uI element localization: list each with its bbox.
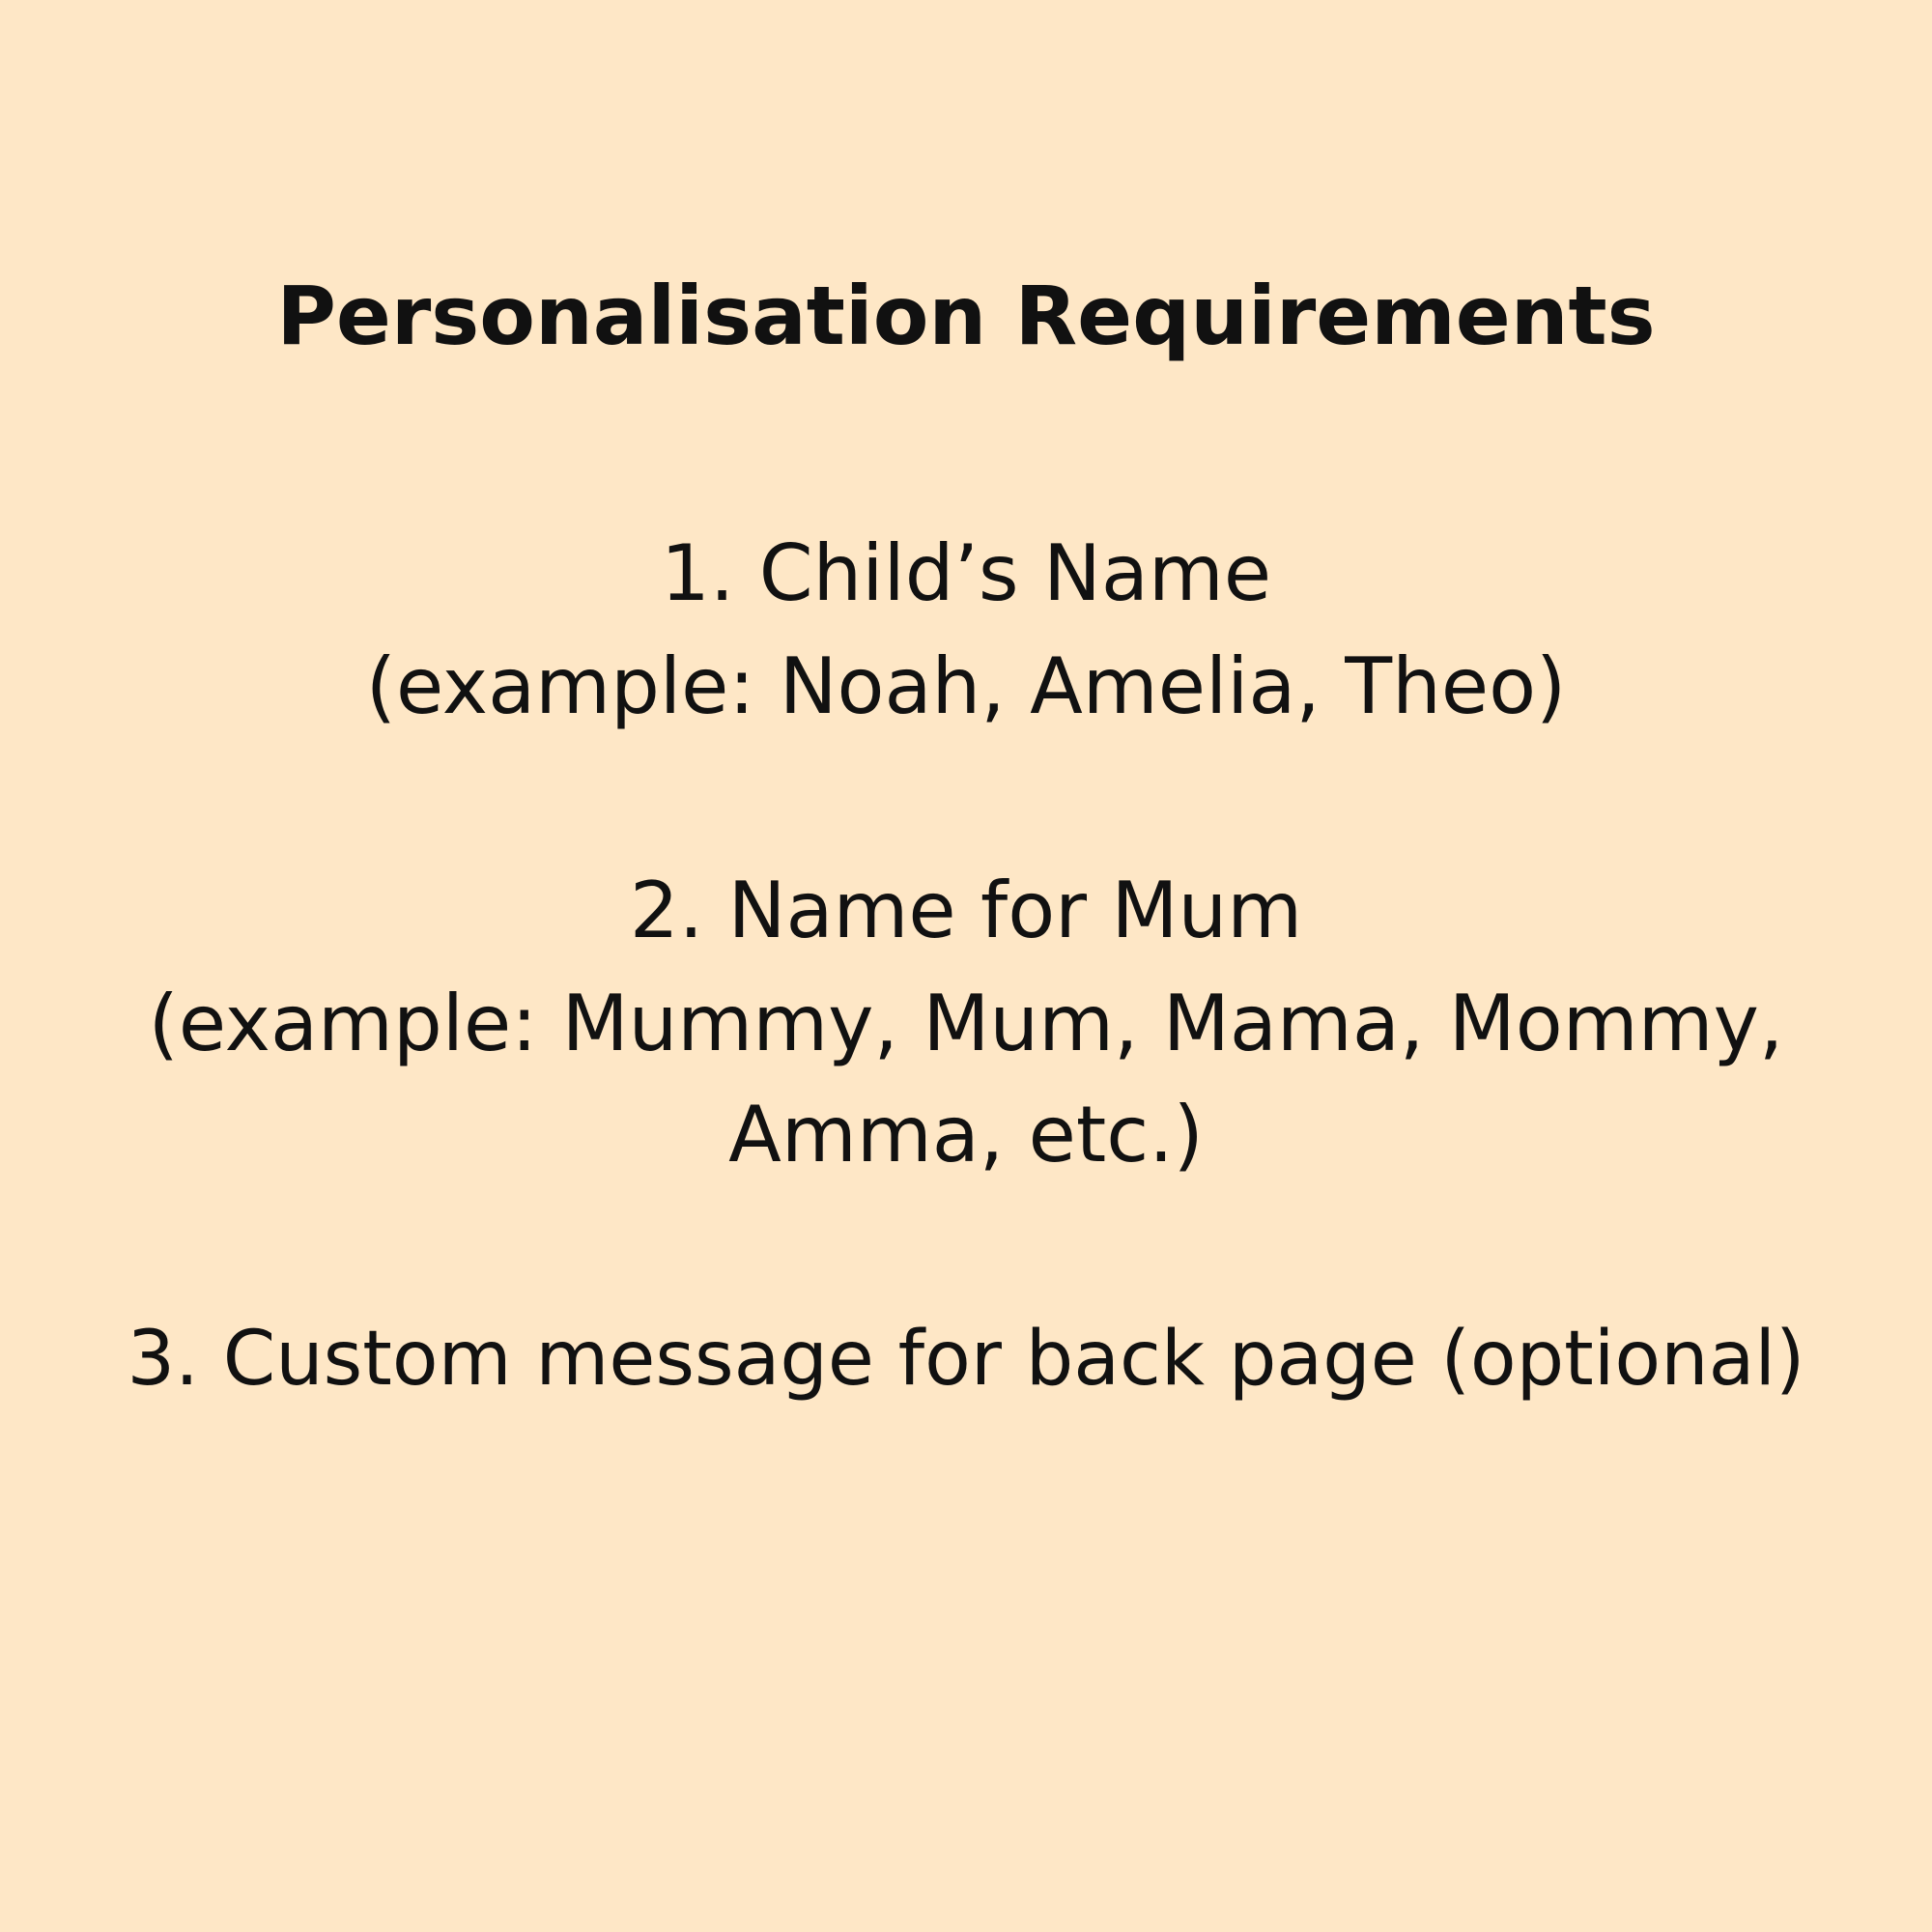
requirement-2-heading: 2. Name for Mum	[629, 866, 1303, 955]
requirement-1-example: (example: Noah, Amelia, Theo)	[365, 641, 1567, 731]
requirement-2-example-line-2: Amma, etc.)	[728, 1090, 1204, 1179]
requirement-3-heading: 3. Custom message for back page (optional)	[127, 1316, 1805, 1403]
page-title: Personalisation Requirements	[276, 269, 1656, 363]
requirement-2-example-line-1: (example: Mummy, Mum, Mama, Mommy,	[148, 979, 1784, 1068]
requirement-1-heading: 1. Child’s Name	[660, 528, 1272, 618]
